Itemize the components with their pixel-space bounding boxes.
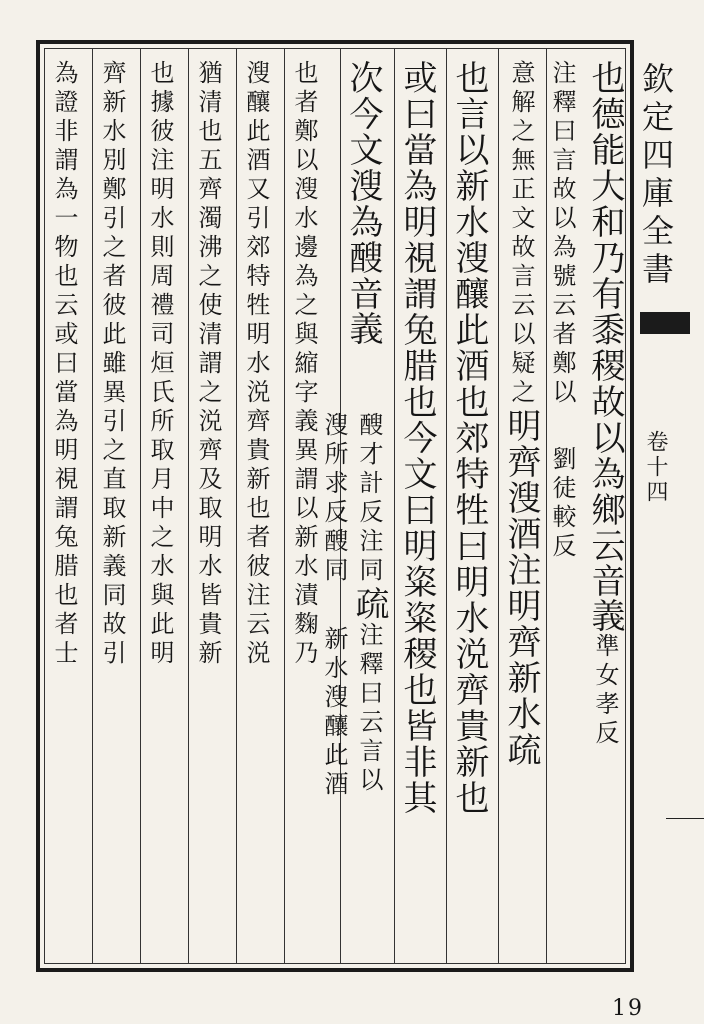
text-column-2 (550, 60, 574, 562)
column-rule (394, 48, 395, 964)
commentary-text: 意解之無正文故言云以疑之 (507, 60, 535, 408)
volume-label: 卷十四 (643, 430, 668, 505)
main-text: 次今文溲為醙 (343, 60, 383, 276)
text-column-5: 或曰當為明視謂兔腊也今文曰明粢粢稷也皆非其 (397, 60, 437, 816)
text-column-8: 也者鄭以溲水邊為之與縮字義異謂以新水漬麴乃 (290, 60, 318, 669)
commentary-text: 注釋曰云言以 (355, 622, 383, 796)
text-column-10: 猶清也五齊濁沸之使清謂之涚齊及取明水皆貴新 (194, 60, 222, 669)
commentary-text: 注釋曰言故以為號云者鄭以 (548, 60, 576, 408)
column-rule (92, 48, 93, 964)
main-text: 明齊新水 (501, 588, 541, 732)
text-column-13: 為證非謂為一物也云或曰當為明視謂兔腊也者士 (50, 60, 78, 669)
marker-text: 音義 (343, 276, 383, 346)
text-column-6 (343, 60, 383, 346)
column-rule (236, 48, 237, 964)
column-rule (188, 48, 189, 964)
book-title: 欽定四庫全書 (637, 62, 675, 290)
text-column-1 (585, 60, 625, 749)
text-column-9: 溲釀此酒又引郊特牲明水涚齊貴新也者彼注云涚 (242, 60, 270, 669)
commentary-text: 溲所求反醙同 (320, 412, 348, 586)
fishtail-mark (640, 312, 690, 334)
commentary-text: 新水溲釀此酒 (320, 626, 348, 800)
marker-text: 云音義 (585, 528, 625, 633)
column-rule (284, 48, 285, 964)
text-column-4: 也言以新水溲釀此酒也郊特牲曰明水涚齊貴新也 (449, 60, 489, 816)
page-number: 19 (612, 996, 644, 1021)
column-rule (446, 48, 447, 964)
marker-text: 疏 (501, 732, 541, 768)
column-rule (546, 48, 547, 964)
text-column-7 (322, 412, 346, 800)
text-column-12: 齊新水別鄭引之者彼此雖異引之直取新義同故引 (98, 60, 126, 669)
commentary-text: 準女孝反 (591, 633, 619, 749)
main-text: 也德能大和乃有黍稷故以為鄉 (585, 60, 625, 528)
commentary-text: 醙才計反注同 (355, 412, 383, 586)
commentary-text: 劉徒較反 (548, 446, 576, 562)
column-rule (140, 48, 141, 964)
marker-text: 疏 (349, 586, 389, 622)
main-text: 明齊溲酒注 (501, 408, 541, 588)
text-column-6b (349, 412, 389, 796)
text-column-11: 也據彼注明水則周禮司烜氏所取月中之水與此明 (146, 60, 174, 669)
text-column-3 (501, 60, 541, 768)
column-rule (498, 48, 499, 964)
margin-rule (666, 818, 704, 819)
